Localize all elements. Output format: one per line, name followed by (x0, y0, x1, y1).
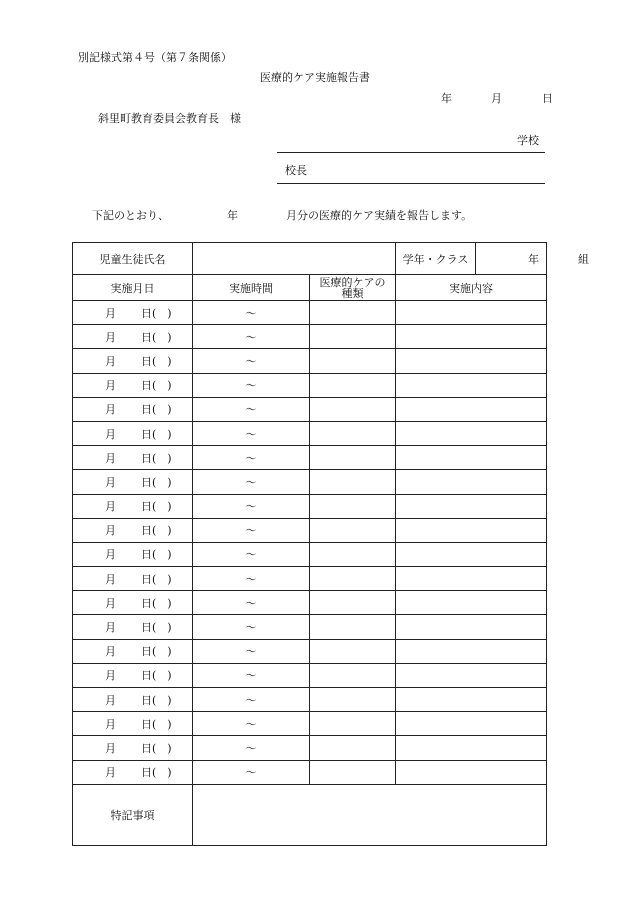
time-range-tilde: 〜 (245, 693, 257, 707)
details-cell[interactable] (396, 349, 547, 373)
table-row (73, 373, 547, 397)
time-range-tilde: 〜 (245, 403, 257, 417)
day-weekday-label: 日( ) (141, 524, 172, 538)
date-cell[interactable] (73, 397, 193, 421)
day-weekday-label: 日( ) (141, 572, 172, 586)
time-range-tilde: 〜 (245, 621, 257, 635)
month-label: 月 (105, 669, 116, 683)
school-label: 学校 (517, 134, 539, 147)
details-cell[interactable] (396, 639, 547, 663)
grade-class-field[interactable] (476, 243, 589, 274)
time-range-tilde: 〜 (245, 524, 257, 538)
day-weekday-label: 日( ) (141, 330, 172, 344)
care-type-cell[interactable] (310, 373, 396, 397)
date-cell[interactable] (73, 639, 193, 663)
table-row (73, 301, 547, 325)
day-weekday-label: 日( ) (141, 621, 172, 635)
month-label: 月 (105, 766, 116, 780)
care-type-cell[interactable] (310, 349, 396, 373)
time-range-tilde: 〜 (245, 596, 257, 610)
intro-prefix: 下記のとおり、 (92, 209, 169, 222)
month-label: 月 (105, 306, 116, 320)
date-cell[interactable] (73, 325, 193, 349)
care-type-cell[interactable] (310, 301, 396, 325)
day-weekday-label: 日( ) (141, 403, 172, 417)
time-cell[interactable] (193, 712, 310, 736)
student-name-label: 児童生徒氏名 (73, 243, 193, 275)
grade-unit: 年 (528, 252, 539, 266)
details-cell[interactable] (396, 760, 547, 784)
time-cell[interactable] (193, 542, 310, 566)
details-cell[interactable] (396, 542, 547, 566)
table-row (73, 663, 547, 687)
day-weekday-label: 日( ) (141, 693, 172, 707)
month-label: 月 (105, 645, 116, 659)
date-day-label: 日 (542, 92, 553, 105)
month-label: 月 (105, 403, 116, 417)
time-cell[interactable] (193, 663, 310, 687)
table-row (73, 615, 547, 639)
care-type-cell[interactable] (310, 518, 396, 542)
table-row (73, 325, 547, 349)
care-type-cell[interactable] (310, 688, 396, 712)
details-cell[interactable] (396, 421, 547, 445)
time-range-tilde: 〜 (245, 741, 257, 755)
notes-row (73, 784, 547, 845)
date-year-label: 年 (441, 92, 452, 105)
date-cell[interactable] (73, 688, 193, 712)
document-title: 医療的ケア実施報告書 (260, 71, 370, 84)
time-cell[interactable] (193, 615, 310, 639)
time-cell[interactable] (193, 736, 310, 760)
care-type-cell[interactable] (310, 591, 396, 615)
day-weekday-label: 日( ) (141, 766, 172, 780)
day-weekday-label: 日( ) (141, 354, 172, 368)
date-month-label: 月 (491, 92, 502, 105)
month-label: 月 (105, 427, 116, 441)
time-cell[interactable] (193, 397, 310, 421)
details-cell[interactable] (396, 325, 547, 349)
details-cell[interactable] (396, 712, 547, 736)
time-range-tilde: 〜 (245, 306, 257, 320)
care-type-cell[interactable] (310, 712, 396, 736)
month-label: 月 (105, 500, 116, 514)
month-label: 月 (105, 596, 116, 610)
time-cell[interactable] (193, 301, 310, 325)
date-cell[interactable] (73, 567, 193, 591)
time-cell[interactable] (193, 567, 310, 591)
time-range-tilde: 〜 (245, 548, 257, 562)
table-row (73, 397, 547, 421)
time-range-tilde: 〜 (245, 451, 257, 465)
principal-signature-line (277, 183, 545, 184)
form-number: 別記様式第４号（第７条関係） (78, 51, 232, 64)
time-column-header: 実施時間 (193, 275, 310, 301)
details-cell[interactable] (396, 591, 547, 615)
details-cell[interactable] (396, 663, 547, 687)
date-cell[interactable] (73, 712, 193, 736)
details-cell[interactable] (396, 301, 547, 325)
month-label: 月 (105, 354, 116, 368)
month-label: 月 (105, 451, 116, 465)
time-cell[interactable] (193, 349, 310, 373)
date-column-header: 実施月日 (73, 275, 193, 301)
column-header-row (73, 275, 547, 301)
care-type-cell[interactable] (310, 736, 396, 760)
care-type-header-line1: 医療的ケアの (319, 275, 386, 289)
table-row (73, 736, 547, 760)
details-cell[interactable] (396, 446, 547, 470)
day-weekday-label: 日( ) (141, 741, 172, 755)
table-row (73, 518, 547, 542)
table-row (73, 421, 547, 445)
month-label: 月 (105, 741, 116, 755)
time-range-tilde: 〜 (245, 427, 257, 441)
table-row (73, 712, 547, 736)
time-cell[interactable] (193, 494, 310, 518)
date-cell[interactable] (73, 615, 193, 639)
details-cell[interactable] (396, 688, 547, 712)
month-label: 月 (105, 621, 116, 635)
day-weekday-label: 日( ) (141, 548, 172, 562)
day-weekday-label: 日( ) (141, 669, 172, 683)
day-weekday-label: 日( ) (141, 379, 172, 393)
details-cell[interactable] (396, 736, 547, 760)
month-label: 月 (105, 717, 116, 731)
intro-year-label: 年 (227, 209, 238, 222)
month-label: 月 (105, 475, 116, 489)
table-row (73, 688, 547, 712)
time-cell[interactable] (193, 325, 310, 349)
care-type-cell[interactable] (310, 325, 396, 349)
details-cell[interactable] (396, 397, 547, 421)
date-cell[interactable] (73, 760, 193, 784)
table-row (73, 349, 547, 373)
day-weekday-label: 日( ) (141, 717, 172, 731)
day-weekday-label: 日( ) (141, 451, 172, 465)
time-range-tilde: 〜 (245, 475, 257, 489)
time-range-tilde: 〜 (245, 669, 257, 683)
care-type-cell[interactable] (310, 494, 396, 518)
date-cell[interactable] (73, 542, 193, 566)
details-cell[interactable] (396, 518, 547, 542)
date-cell[interactable] (73, 494, 193, 518)
care-type-cell[interactable] (310, 615, 396, 639)
date-cell[interactable] (73, 470, 193, 494)
month-label: 月 (105, 330, 116, 344)
day-weekday-label: 日( ) (141, 645, 172, 659)
table-row (73, 639, 547, 663)
care-type-cell[interactable] (310, 760, 396, 784)
time-cell[interactable] (193, 688, 310, 712)
month-label: 月 (105, 572, 116, 586)
details-cell[interactable] (396, 567, 547, 591)
date-cell[interactable] (73, 349, 193, 373)
details-column-header: 実施内容 (396, 275, 547, 301)
date-cell[interactable] (73, 736, 193, 760)
table-row (73, 542, 547, 566)
time-cell[interactable] (193, 421, 310, 445)
month-label: 月 (105, 693, 116, 707)
student-info-row (73, 243, 547, 275)
care-type-header-line2: 種類 (341, 286, 364, 300)
intro-suffix: 月分の医療的ケア実績を報告します。 (286, 209, 473, 222)
time-range-tilde: 〜 (245, 330, 257, 344)
principal-label: 校長 (285, 164, 307, 177)
table-row (73, 591, 547, 615)
details-cell[interactable] (396, 470, 547, 494)
time-range-tilde: 〜 (245, 766, 257, 780)
table-row (73, 760, 547, 784)
time-cell[interactable] (193, 591, 310, 615)
date-cell[interactable] (73, 301, 193, 325)
care-type-cell[interactable] (310, 421, 396, 445)
date-cell[interactable] (73, 421, 193, 445)
table-row (73, 470, 547, 494)
care-type-cell[interactable] (310, 542, 396, 566)
time-range-tilde: 〜 (245, 379, 257, 393)
care-type-column-header (310, 275, 396, 301)
day-weekday-label: 日( ) (141, 596, 172, 610)
time-cell[interactable] (193, 470, 310, 494)
time-cell[interactable] (193, 518, 310, 542)
table-row (73, 494, 547, 518)
time-cell[interactable] (193, 446, 310, 470)
time-range-tilde: 〜 (245, 572, 257, 586)
date-cell[interactable] (73, 373, 193, 397)
care-type-cell[interactable] (310, 446, 396, 470)
time-range-tilde: 〜 (245, 500, 257, 514)
date-cell[interactable] (73, 663, 193, 687)
care-type-cell[interactable] (310, 639, 396, 663)
school-signature-line (277, 152, 545, 153)
month-label: 月 (105, 524, 116, 538)
time-cell[interactable] (193, 639, 310, 663)
date-cell[interactable] (73, 591, 193, 615)
date-cell[interactable] (73, 518, 193, 542)
month-label: 月 (105, 548, 116, 562)
details-cell[interactable] (396, 373, 547, 397)
month-label: 月 (105, 379, 116, 393)
day-weekday-label: 日( ) (141, 475, 172, 489)
time-range-tilde: 〜 (245, 354, 257, 368)
student-name-field[interactable] (193, 243, 396, 275)
details-cell[interactable] (396, 494, 547, 518)
grade-class-label: 学年・クラス (396, 243, 476, 274)
time-cell[interactable] (193, 760, 310, 784)
care-type-cell[interactable] (310, 663, 396, 687)
details-cell[interactable] (396, 615, 547, 639)
time-cell[interactable] (193, 373, 310, 397)
care-type-cell[interactable] (310, 470, 396, 494)
care-type-cell[interactable] (310, 397, 396, 421)
notes-label: 特記事項 (73, 784, 193, 845)
time-range-tilde: 〜 (245, 645, 257, 659)
class-unit: 組 (578, 252, 589, 266)
table-row (73, 446, 547, 470)
care-type-cell[interactable] (310, 567, 396, 591)
care-report-table (72, 242, 589, 846)
addressee: 斜里町教育委員会教育長 様 (98, 112, 241, 125)
day-weekday-label: 日( ) (141, 427, 172, 441)
date-cell[interactable] (73, 446, 193, 470)
day-weekday-label: 日( ) (141, 306, 172, 320)
time-range-tilde: 〜 (245, 717, 257, 731)
day-weekday-label: 日( ) (141, 500, 172, 514)
notes-field[interactable] (193, 784, 547, 845)
table-row (73, 567, 547, 591)
